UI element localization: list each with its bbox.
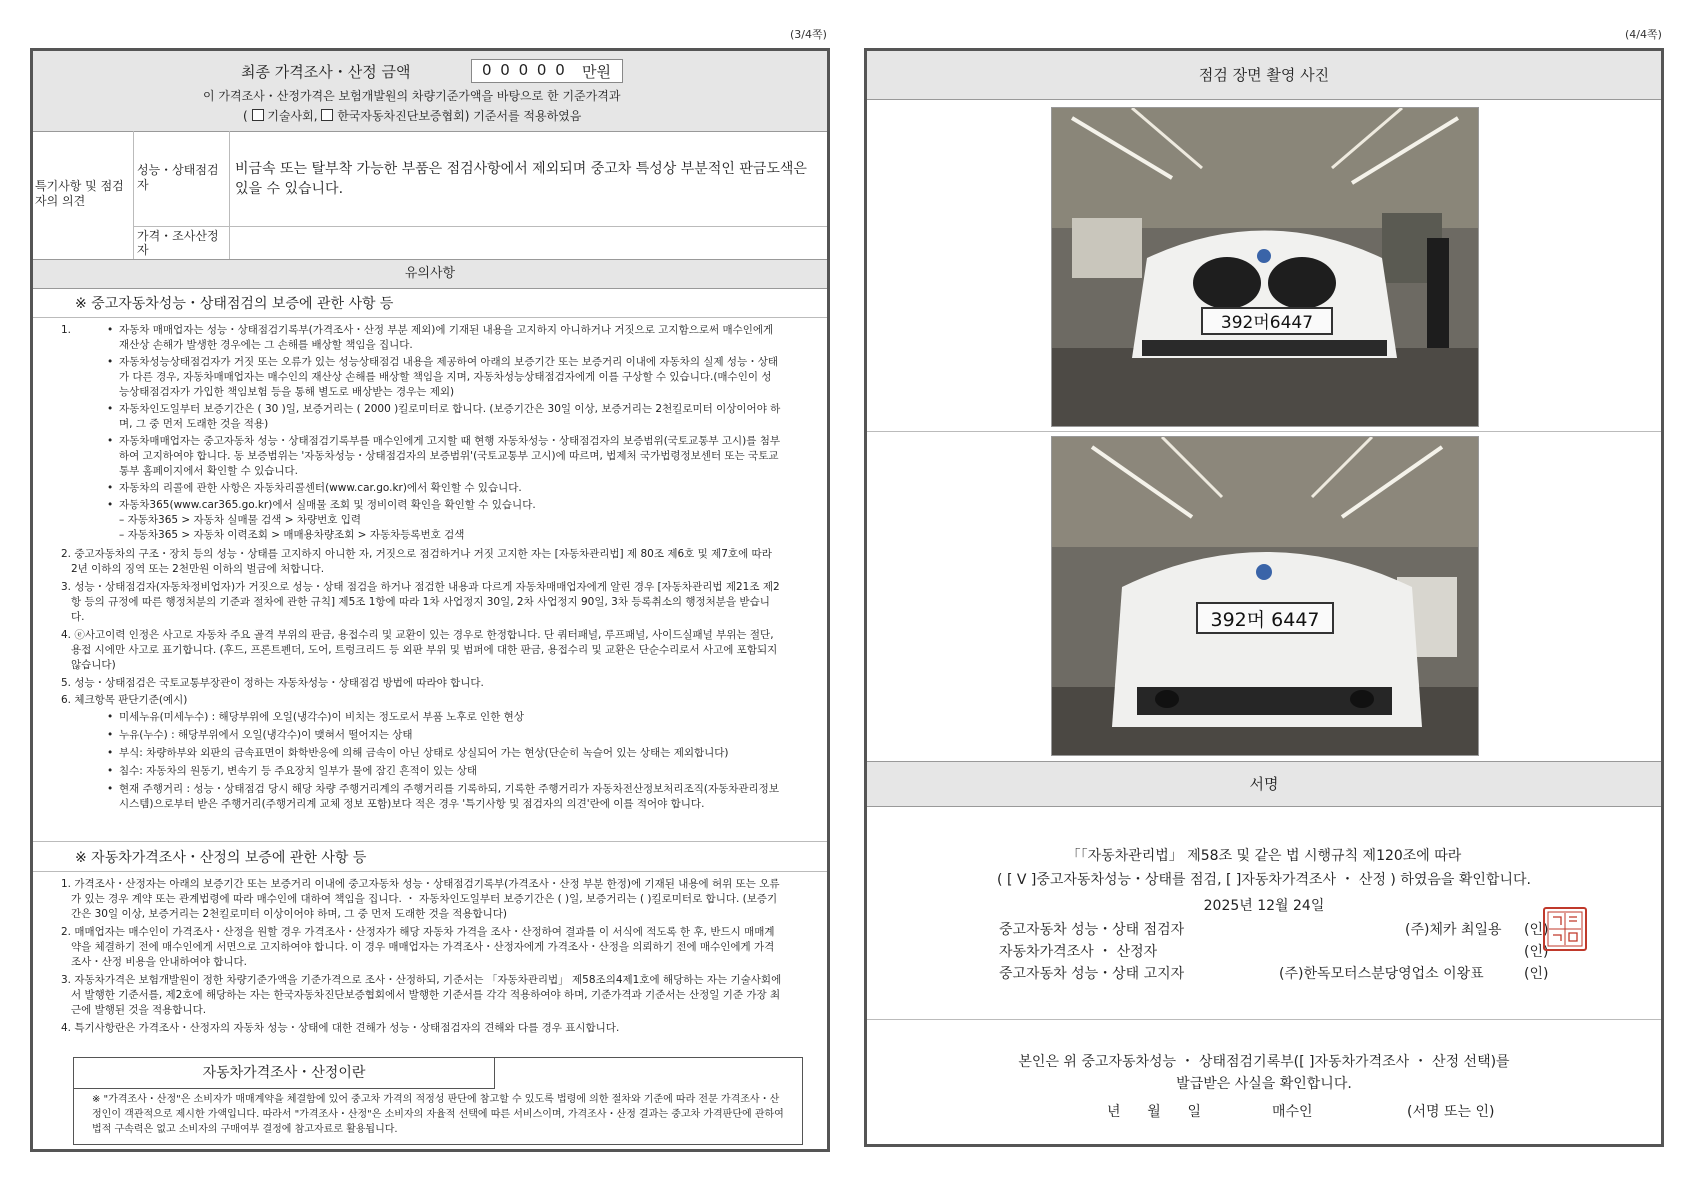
final-price-unit: 만원 [582,63,611,81]
check-criteria [119,710,781,812]
definition-title: 자동차가격조사・산정이란 [74,1058,495,1089]
paren-open: ( [243,109,248,123]
sub-item: – 자동차365 > 자동차 이력조회 > 매매용차량조회 > 자동차등록번호 검색 [119,529,465,541]
list-item: • 자동차매매업자는 중고자동차 성능・상태점검기록부를 매수인에게 고지할 때 현행 자동차성능・상태점검자의 보증범위(국토교통부 고시)를 첨부하여 고지하여야 합니다. 동 보증범위는 '자동차성능・상태점검자의 보증범위'(국토교통부 고시)에 따르며, 법제처 국가법령정보센터 또는 국토교통부 홈페이지에서 확인할 수 있습니다. [119,434,781,479]
standard-options [243,107,581,124]
list-item: 5. 성능・상태점검은 국토교통부장관이 정하는 자동차성능・상태점검 방법에 따라야 합니다. [61,677,484,689]
signer-role-2: 자동차가격조사 ・ 산정자 [999,944,1158,960]
section1-body [61,323,781,812]
signer-mark-1: (인) [1524,922,1549,938]
final-price-section [33,51,827,131]
definition-text: ※ "가격조사・산정"은 소비자가 매매계약을 체결함에 있어 중고차 가격의 적정성 판단에 참고할 수 있도록 법령에 의한 절차와 기준에 따라 전문 가격조사・산정인이 객관적으로 제시한 가액입니다. 따라서 "가격조사・산정"은 소비자의 자율적 선택에 따른 서비스이며, 가격조사・산정 결과는 중고차 가격판단에 관하여 법적 구속력은 없고 소비자의 구매여부 결정에 참고자료로 활용됩니다. [92,1094,784,1135]
list-item: • 현재 주행거리 : 성능・상태점검 당시 해당 차량 주행거리계의 주행거리를 기록하되, 기록한 주행거리가 자동차전산정보처리조직(자동차관리정보시스템)으로부터 받은 주행거리(주행거리계 교체 정보 포함)보다 적은 경우 '특기사항 및 점검자의 의견'란에 이를 적어야 합니다. [119,782,781,812]
company-seal-icon [1543,907,1587,951]
list-item: • 자동차인도일부터 보증기간은 ( 30 )일, 보증거리는 ( 2000 )킬로미터로 합니다. (보증기간은 30일 이상, 보증거리는 2천킬로미터 이상이어야 하며, 그 중 먼저 도래한 것을 적용) [119,402,781,432]
list-item: 4. ⓔ사고이력 인정은 사고로 자동차 주요 골격 부위의 판금, 용접수리 및 교환이 있는 경우로 한정합니다. 단 쿼터패널, 루프패널, 사이드실패널 부위는 절단, 용접 시에만 사고로 표기합니다. (후드, 프론트펜더, 도어, 트렁크리드 등 외판 부위 및 범퍼에 대한 판금, 용접수리 및 교환은 단순수리로서 사고에 포함되지 않습니다) [61,629,778,671]
page-3 [30,48,830,1152]
page-number-left: (3/4쪽) [790,28,827,41]
final-price-basis: 이 가격조사・산정가격은 보험개발원의 차량기준가액을 바탕으로 한 기준가격과 [203,89,621,103]
buyer-confirmation-line1: 본인은 위 중고자동차성능 ・ 상태점검기록부([ ]자동차가격조사 ・ 산정 선택)를 [1018,1054,1510,1070]
appraiser-label: 가격・조사산정자 [137,229,219,257]
option-diagnosis-association: 한국자동차진단보증협회) 기준서를 적용하였음 [337,109,582,123]
list-item: 2. 중고자동차의 구조・장치 등의 성능・상태를 고지하지 아니한 자, 거짓으로 점검하거나 거짓 고지한 자는 [자동차관리법] 제 80조 제6호 및 제7호에 따라 2년 이하의 징역 또는 2천만원 이하의 벌금에 처합니다. [61,548,772,575]
list-item: 6. 체크항목 판단기준(예시) [61,694,188,706]
section1-items [61,547,781,708]
section2-title: ※ 자동차가격조사・산정의 보증에 관한 사항 등 [75,850,367,866]
signer-name-3: (주)한독모터스분당영업소 이왕표 [1279,966,1484,982]
law-reference: 「「자동차관리법」 제58조 및 같은 법 시행규칙 제120조에 따라 [1066,848,1462,864]
list-item: 1. 가격조사・산정자는 아래의 보증기간 또는 보증거리 이내에 중고자동차 성능・상태점검기록부(가격조사・산정 부분 한정)에 기재된 내용에 허위 또는 오류가 있는 경우 계약 또는 관계법령에 따라 매수인에 대하여 책임을 집니다. ・ 자동차인도일부터 보증기간은 ( )일, 보증거리는 ( )킬로미터로 합니다. (보증기간은 30일 이상, 보증거리는 2천킬로미터 이상이어야 하며, 그 중 먼저 도래한 것을 적용합니다) [61,878,780,920]
buyer-label: 매수인 [1272,1104,1313,1120]
rear-photo [1051,436,1479,756]
confirmation-text: ( [ V ]중고자동차성능・상태를 점검, [ ]자동차가격조사 ・ 산정 ) 하였음을 확인합니다. [997,872,1531,888]
signature-date: 2025년 12월 24일 [1203,898,1325,914]
section1-bullets [119,323,781,543]
signer-mark-3: (인) [1524,966,1549,982]
list-item: 2. 매매업자는 매수인이 가격조사・산정을 원할 경우 가격조사・산정자가 해당 자동차 가격을 조사・산정하여 결과를 이 서식에 적도록 한 후, 반드시 매매계약을 체결하기 전에 매수인에게 서면으로 고지하여야 합니다. 이 경우 매매업자는 가격조사・산정자에게 가격조사・산정을 의뢰하기 전에 매수인에게 가격조사・산정 비용을 안내하여야 합니다. [61,926,775,968]
list-item: • 침수: 자동차의 원동기, 변속기 등 주요장치 일부가 물에 잠긴 흔적이 있는 상태 [119,764,781,779]
inspector-opinion: 비금속 또는 탈부착 가능한 부품은 점검사항에서 제외되며 중고차 특성상 부분적인 판금도색은 있을 수 있습니다. [235,161,807,197]
section2-body [61,877,783,1036]
page-number-right: (4/4쪽) [1625,28,1662,41]
signer-role-3: 중고자동차 성능・상태 고지자 [999,966,1185,982]
list-item: • 누유(누수) : 해당부위에서 오일(냉각수)이 맺혀서 떨어지는 상태 [119,728,781,743]
list-item: • 자동차의 리콜에 관한 사항은 자동차리콜센터(www.car.go.kr)에서 확인할 수 있습니다. [119,481,781,496]
buyer-date: 년 월 일 [1107,1104,1201,1120]
opinion-table [33,131,827,259]
section1-title: ※ 중고자동차성능・상태점검의 보증에 관한 사항 등 [75,296,394,312]
checkbox-diagnosis-association[interactable] [321,109,333,121]
front-car-image [1052,108,1478,426]
opinion-side-label: 특기사항 및 점검자의 의견 [35,179,124,208]
buyer-signature-field[interactable]: (서명 또는 인) [1407,1104,1495,1120]
list-item: 3. 자동차가격은 보험개발원이 정한 차량기준가액을 기준가격으로 조사・산정하되, 기준서는 「자동차관리법」 제58조의4제1호에 해당하는 자는 기술사회에서 발행한 기준서를, 제2호에 해당하는 자는 한국자동차진단보증협회에서 발행한 기준서를 각각 적용하여야 하며, 기준가격과 기준서는 산정일 기준 가장 최근에 발행된 것을 적용합니다. [61,974,782,1016]
page-4 [864,48,1664,1147]
final-price-digits: 0 0 0 0 0 [482,61,567,79]
final-price-box [471,59,623,83]
signer-name-1: (주)체카 최일용 [1405,922,1502,938]
section1-num1: 1. [61,324,72,336]
photo-section-title: 점검 장면 촬영 사진 [867,51,1661,99]
signature-section-title: 서명 [867,762,1661,806]
front-plate: 392머6447 [1220,313,1314,333]
inspector-label: 성능・상태점검자 [137,163,219,192]
buyer-confirmation-line2: 발급받은 사실을 확인합니다. [1176,1076,1352,1092]
signer-mark-2: (인) [1524,944,1549,960]
option-technical-society: 기술사회, [267,109,318,123]
list-item: • 미세누유(미세누수) : 해당부위에 오일(냉각수)이 비치는 정도로서 부품 노후로 인한 현상 [119,710,781,725]
signer-role-1: 중고자동차 성능・상태 점검자 [999,922,1185,938]
list-item: 4. 특기사항란은 가격조사・산정자의 자동차 성능・상태에 대한 견해가 성능・상태점검자의 견해와 다를 경우 표시합니다. [61,1022,620,1034]
final-price-label: 최종 가격조사・산정 금액 [241,63,411,81]
list-item: • 자동차성능상태점검자가 거짓 또는 오류가 있는 성능상태점검 내용을 제공하여 아래의 보증기간 또는 보증거리 이내에 자동차의 실제 성능・상태가 다른 경우, 자동차매매업자는 매수인의 재산상 손해를 배상할 책임을 지며, 자동차성능상태점검자에게 이를 구상할 수 있습니다.(매수인이 성능상태점검자가 가입한 책임보험 등을 통해 별도로 배상받는 경우는 제외) [119,355,781,400]
definition-box [73,1057,803,1145]
rear-car-image [1052,437,1478,755]
notice-title: 유의사항 [33,260,827,288]
sub-item: – 자동차365 > 자동차 실매물 검색 > 차량번호 입력 [119,514,362,526]
rear-plate: 392머 6447 [1210,609,1320,631]
checkbox-technical-society[interactable] [252,109,264,121]
list-item: • 자동차365(www.car365.go.kr)에서 실매물 조회 및 정비이력 확인을 확인할 수 있습니다. [119,498,781,513]
list-item: • 부식: 차량하부와 외판의 금속표면이 화학반응에 의해 금속이 아닌 상태로 상실되어 가는 현상(단순히 녹슬어 있는 상태는 제외합니다) [119,746,781,761]
list-item: 3. 성능・상태점검자(자동차정비업자)가 거짓으로 성능・상태 점검을 하거나 점검한 내용과 다르게 자동차매매업자에게 알린 경우 [자동차관리법 제21조 제2항 등의 규정에 따른 행정처분의 기준과 절차에 관한 규칙] 제5조 1항에 따라 1차 사업정지 30일, 2차 사업정지 90일, 3차 등록취소의 행정처분을 받습니다. [61,581,780,623]
list-item: • 자동차 매매업자는 성능・상태점검기록부(가격조사・산정 부분 제외)에 기재된 내용을 고지하지 아니하거나 거짓으로 고지함으로써 매수인에게 재산상 손해가 발생한 경우에는 그 손해를 배상할 책임을 집니다. [119,323,781,353]
front-photo [1051,107,1479,427]
